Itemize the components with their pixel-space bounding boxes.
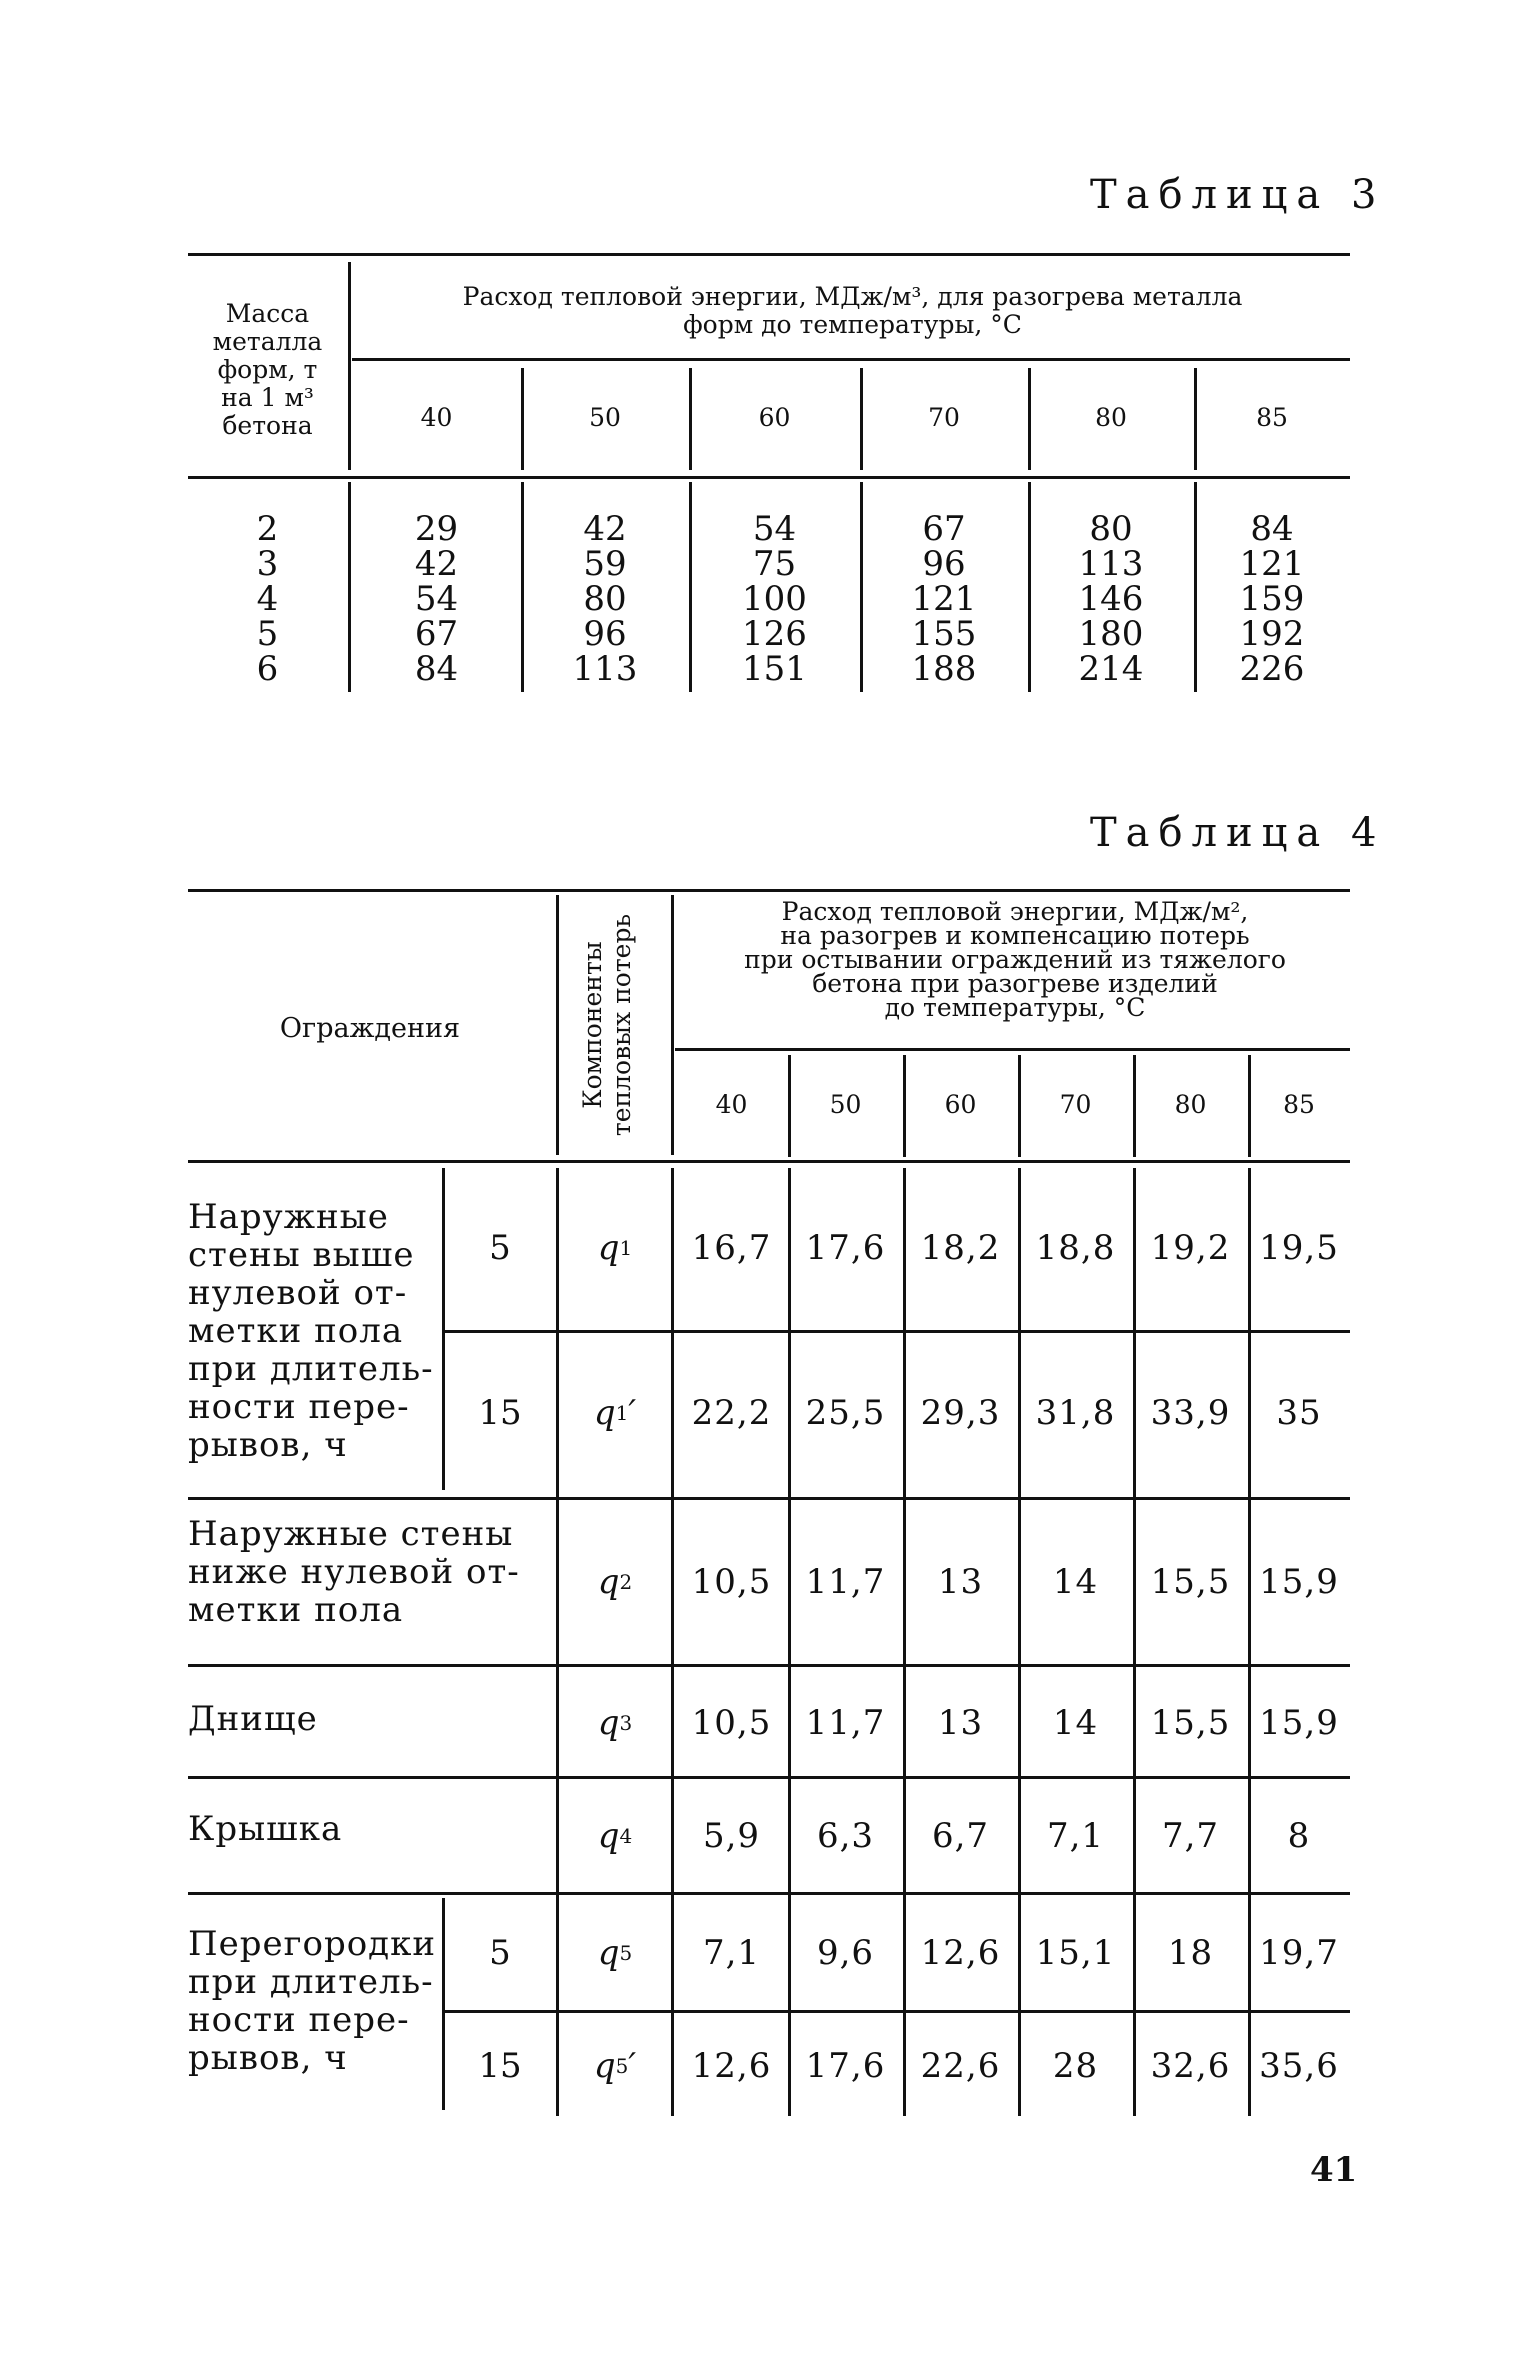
loss-component [559, 1782, 671, 1890]
table3-cell: 54 [414, 579, 459, 619]
table4-cell: 7,1 [1046, 1816, 1105, 1856]
enclosure-line: Наружные [188, 1197, 389, 1237]
loss-symbol: q [597, 1816, 620, 1856]
table4-temp-header: 50 [829, 1090, 862, 1119]
table3-top-rule [188, 253, 1350, 256]
table4-caption: Таблица 4 [1090, 810, 1386, 856]
table3-cell: 75 [752, 544, 797, 584]
table3-cell: 80 [583, 579, 627, 619]
table3-cell: 67 [922, 509, 966, 549]
table4-cell: 19,7 [1259, 1933, 1339, 1973]
loss-component [559, 1898, 671, 2008]
table3-col-divider [1028, 368, 1031, 470]
table4-cell: 8 [1287, 1816, 1311, 1856]
loss-subscript: 4 [619, 1824, 633, 1848]
table4-cell: 16,7 [691, 1228, 772, 1268]
table4-row-rule [188, 1497, 1350, 1500]
enclosure-label [188, 1700, 318, 1738]
table3-cell: 42 [414, 544, 459, 584]
table3-cell: 96 [922, 544, 966, 584]
table3-cell: 42 [583, 509, 627, 549]
table4-cell: 11,7 [805, 1562, 886, 1602]
table3-temp-header: 40 [420, 403, 453, 432]
loss-symbol: q [593, 1393, 616, 1433]
table4-enclosure-divider [556, 895, 559, 1155]
table3-cell: 188 [911, 649, 977, 689]
table4-cell: 9,6 [816, 1933, 875, 1973]
table4-cell: 15,5 [1150, 1702, 1231, 1743]
table4-components-divider [671, 895, 674, 1155]
table3-cell: 80 [1089, 509, 1133, 549]
table3-data-column [1194, 509, 1350, 689]
table3-cell: 192 [1239, 614, 1305, 654]
table4-cell: 22,6 [920, 2046, 1001, 2086]
table3-temp-header: 80 [1095, 403, 1127, 432]
enclosure-line: ности пере- [188, 2000, 410, 2040]
table3-col-divider [1194, 368, 1197, 470]
table3-cell: 121 [1239, 544, 1305, 584]
enclosure-line: рывов, ч [188, 2038, 348, 2078]
table4-cell: 19,5 [1259, 1228, 1339, 1268]
table4-temp-header: 70 [1059, 1090, 1092, 1119]
table4-cell: 10,5 [691, 1562, 772, 1602]
loss-symbol: q [593, 2046, 616, 2086]
table4-cell: 7,1 [702, 1933, 761, 1973]
loss-component [559, 1168, 671, 1328]
table4-cell: 14 [1052, 1562, 1099, 1602]
table4-cell: 33,9 [1150, 1393, 1231, 1433]
row-header-line: бетона [222, 411, 313, 440]
table3-col-divider [521, 368, 524, 470]
table3-cell: 29 [414, 509, 459, 549]
table3-temp-header: 85 [1256, 403, 1288, 432]
table4-enclosure-header: Ограждения [279, 1013, 461, 1044]
table4-cell: 14 [1052, 1702, 1099, 1743]
group-header-line: при остывании ограждений из тяжелого [744, 945, 1286, 974]
loss-component [559, 1502, 671, 1662]
mass-value: 6 [256, 649, 279, 689]
table4-cell: 28 [1052, 2046, 1099, 2086]
table3-temp-header: 70 [928, 403, 960, 432]
table4-row-rule [188, 1664, 1350, 1667]
table4-cell: 15,1 [1035, 1933, 1116, 1973]
row-header-line: металла [212, 327, 323, 356]
table4-cell: 19,2 [1150, 1228, 1231, 1268]
row-header-line: на 1 м³ [221, 383, 314, 412]
table3-data-column [352, 509, 521, 689]
enclosure-line: при длитель- [188, 1962, 434, 2002]
table3-data-column [521, 509, 689, 689]
table4-cell: 12,6 [920, 1933, 1001, 1973]
table3-group-header [355, 283, 1350, 339]
table3-cell: 84 [1250, 509, 1294, 549]
table4-cell: 18,2 [920, 1228, 1001, 1268]
table3-cell: 155 [911, 614, 977, 654]
table4-temp-header: 60 [944, 1090, 977, 1119]
loss-component [559, 1670, 671, 1775]
loss-subscript: 1 [615, 1401, 629, 1425]
table4-cell: 13 [937, 1702, 984, 1743]
group-header-line: на разогрев и компенсацию потерь [780, 921, 1250, 950]
table4-col-divider [1018, 1055, 1021, 1157]
loss-subscript: 3 [619, 1710, 633, 1735]
loss-subscript: 1 [619, 1236, 633, 1260]
table3-cell: 159 [1239, 579, 1305, 619]
table4-col-divider [1133, 1055, 1136, 1157]
table4-cell: 17,6 [805, 1228, 886, 1268]
loss-subscript: 5 [615, 2054, 629, 2078]
enclosure-label [188, 1810, 342, 1848]
table4-cell: 35 [1276, 1393, 1322, 1433]
interval-value: 15 [478, 1393, 522, 1433]
mass-value: 4 [256, 579, 279, 619]
table4-cell: 25,5 [805, 1393, 886, 1433]
table3-cell: 146 [1078, 579, 1144, 619]
table3-rowhead-divider [348, 262, 351, 470]
table4-subrow-rule [445, 1330, 1350, 1333]
table3-cell: 214 [1078, 649, 1144, 689]
table4-cell: 12,6 [691, 2046, 772, 2086]
enclosure-line: стены выше [188, 1235, 415, 1275]
table3-cell: 226 [1239, 649, 1305, 689]
table3-body-divider [348, 482, 351, 692]
enclosure-line: Наружные стены [188, 1514, 514, 1554]
table4-cell: 6,7 [931, 1816, 990, 1856]
table3-mass-column [190, 509, 345, 689]
loss-prime: ′ [628, 2046, 637, 2086]
table4-cell: 7,7 [1161, 1816, 1220, 1856]
table3-cell: 100 [742, 579, 807, 619]
table4-temp-header: 80 [1174, 1090, 1207, 1119]
table4-cell: 13 [937, 1562, 984, 1602]
group-header-line: Расход тепловой энергии, МДж/м², [781, 897, 1249, 926]
table4-top-rule [188, 889, 1350, 892]
table3-cell: 126 [742, 614, 807, 654]
table3-col-divider [521, 482, 524, 692]
table4-cell: 11,7 [805, 1702, 886, 1743]
table3-col-divider [1194, 482, 1197, 692]
table3-data-column [860, 509, 1028, 689]
enclosure-label [188, 1198, 434, 1464]
loss-symbol: q [597, 1562, 620, 1602]
table4-cell: 29,3 [920, 1393, 1001, 1433]
loss-symbol: q [597, 1933, 620, 1973]
mass-value: 3 [256, 544, 279, 584]
table4-cell: 6,3 [816, 1816, 875, 1856]
table3-row-header [190, 300, 345, 440]
table4-subheader-rule [675, 1048, 1350, 1051]
row-header-line: Масса [225, 299, 310, 328]
page-number: 41 [1310, 2150, 1358, 2190]
enclosure-line: нулевой от- [188, 1273, 408, 1313]
table3-cell: 67 [414, 614, 459, 654]
enclosure-line: при длитель- [188, 1349, 434, 1389]
table3-temp-header: 50 [589, 403, 621, 432]
table3-cell: 96 [583, 614, 627, 654]
table3-col-divider [689, 368, 692, 470]
enclosure-line: ности пере- [188, 1387, 410, 1427]
table4-cell: 15,9 [1259, 1702, 1339, 1743]
enclosure-line: метки пола [188, 1311, 404, 1351]
enclosure-label [188, 1515, 520, 1629]
table4-row-rule [188, 1776, 1350, 1779]
table4-col-divider [1248, 1055, 1251, 1157]
table3-col-divider [1028, 482, 1031, 692]
table3-subheader-rule [352, 358, 1350, 361]
table4-row-rule [188, 1892, 1350, 1895]
loss-prime: ′ [628, 1393, 637, 1433]
table4-cell: 17,6 [805, 2046, 886, 2086]
table4-components-header [578, 900, 636, 1150]
row-header-line: форм, т [217, 355, 318, 384]
table4-group-header [680, 897, 1350, 1022]
table3-data-column [689, 509, 860, 689]
table3-data-column [1028, 509, 1194, 689]
table3-caption: Таблица 3 [1090, 172, 1386, 218]
table3-cell: 59 [583, 544, 627, 584]
enclosure-label [188, 1925, 436, 2077]
interval-value: 5 [489, 1228, 511, 1268]
table4-header-bottom-rule [188, 1160, 1350, 1163]
table3-cell: 54 [752, 509, 797, 549]
loss-symbol: q [597, 1228, 620, 1268]
table4-cell: 5,9 [702, 1816, 761, 1856]
mass-value: 5 [256, 614, 279, 654]
table3-cell: 113 [1078, 544, 1144, 584]
table4-cell: 35,6 [1259, 2046, 1339, 2086]
enclosure-line: метки пола [188, 1590, 404, 1630]
loss-subscript: 2 [619, 1570, 633, 1594]
table4-temp-header: 40 [715, 1090, 748, 1119]
table3-temp-header: 60 [758, 403, 791, 432]
table4-cell: 18,8 [1035, 1228, 1116, 1268]
table3-col-divider [860, 368, 863, 470]
components-header-line: тепловых потерь [607, 913, 636, 1137]
interval-value: 5 [489, 1933, 511, 1973]
loss-subscript: 5 [619, 1941, 633, 1965]
loss-component [559, 1334, 671, 1492]
enclosure-line: Крышка [188, 1809, 343, 1849]
enclosure-line: ниже нулевой от- [188, 1552, 520, 1592]
group-header-line: Расход тепловой энергии, МДж/м³, для разогрева металла [462, 282, 1243, 311]
table4-body-divider [671, 1168, 674, 2116]
table4-col-divider [903, 1055, 906, 1157]
table4-col-divider [788, 1055, 791, 1157]
table3-cell: 121 [911, 579, 977, 619]
table3-cell: 151 [742, 649, 807, 689]
mass-value: 2 [256, 509, 279, 549]
group-header-line: до температуры, °С [884, 993, 1146, 1022]
table4-cell: 10,5 [691, 1702, 772, 1743]
components-header-line: Компоненты [578, 941, 607, 1109]
table4-cell: 22,2 [691, 1393, 772, 1433]
table3-header-bottom-rule [188, 476, 1350, 479]
enclosure-line: Перегородки [188, 1924, 437, 1964]
table4-cell: 18 [1167, 1933, 1214, 1973]
group-header-line: форм до температуры, °С [683, 310, 1022, 339]
loss-symbol: q [597, 1702, 620, 1743]
interval-value: 15 [478, 2046, 522, 2086]
table4-temp-header: 85 [1283, 1090, 1315, 1119]
table3-col-divider [860, 482, 863, 692]
enclosure-line: рывов, ч [188, 1425, 348, 1465]
table4-cell: 15,5 [1150, 1562, 1231, 1602]
table3-col-divider [689, 482, 692, 692]
group-header-line: бетона при разогреве изделий [812, 969, 1218, 998]
table3-cell: 180 [1078, 614, 1144, 654]
loss-component [559, 2016, 671, 2116]
table4-cell: 31,8 [1035, 1393, 1116, 1433]
enclosure-line: Днище [188, 1699, 318, 1739]
table3-cell: 84 [414, 649, 459, 689]
table4-cell: 32,6 [1150, 2046, 1231, 2086]
table4-subrow-rule [445, 2010, 1350, 2013]
table4-cell: 15,9 [1259, 1562, 1339, 1602]
table3-cell: 113 [572, 649, 638, 689]
